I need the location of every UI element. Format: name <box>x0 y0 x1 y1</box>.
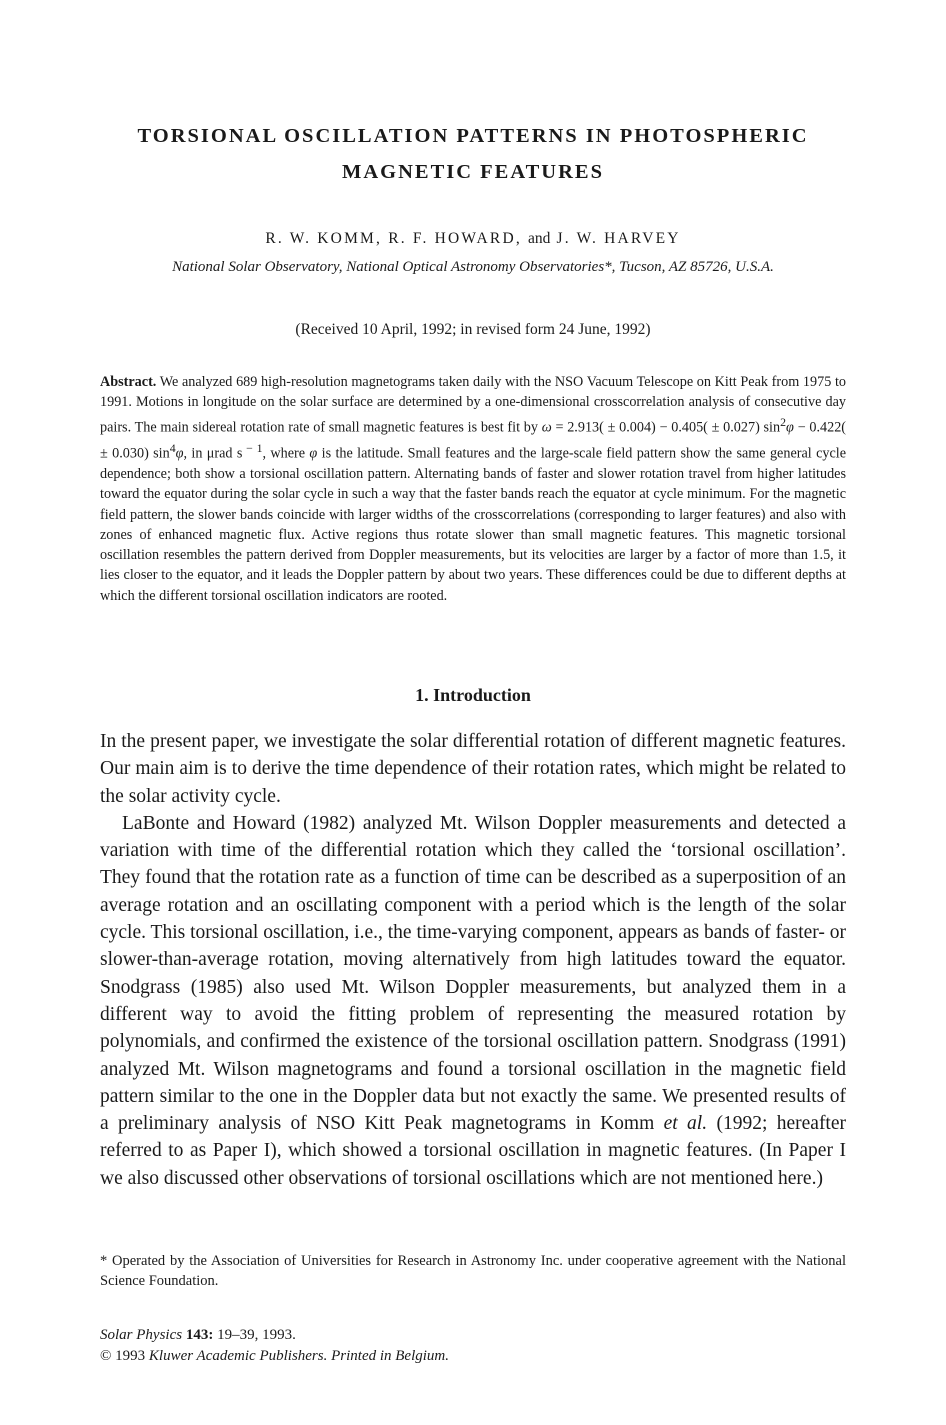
title-line-1: TORSIONAL OSCILLATION PATTERNS IN PHOTOSPHERIC <box>137 125 809 147</box>
paragraph-2 <box>100 810 846 1192</box>
superscript-4: 4 <box>169 441 176 456</box>
abstract-label: Abstract. <box>100 374 157 390</box>
abstract-text-4: , in μrad s <box>183 446 243 463</box>
journal-info <box>100 1325 846 1367</box>
authors-part-1: R. W. KOMM, R. F. HOWARD, <box>265 230 522 247</box>
abstract-text-1: We analyzed 689 high-resolution magnetograms taken daily with the NSO Vacuum Telescope on Kitt Peak from 1975 to 1991. Motions in longitude on the solar surface are determined by a one-dimensional crosscorrelation analysis of consecutive day pairs. The main sidereal rotation rate of small magnetic features is best fit by <box>100 374 846 437</box>
journal-name: Solar Physics <box>100 1327 183 1343</box>
citation-line <box>100 1325 846 1346</box>
copyright-text: © 1993 <box>100 1348 149 1364</box>
superscript-minus-1: − 1 <box>242 441 263 456</box>
received-dates: (Received 10 April, 1992; in revised form 24 June, 1992) <box>295 321 651 338</box>
journal-pages: 19–39, 1993. <box>213 1327 296 1343</box>
authors-and: and <box>528 230 551 247</box>
phi-symbol: φ <box>786 420 794 437</box>
section-body <box>100 728 846 1192</box>
paragraph-1: In the present paper, we investigate the solar differential rotation of different magnetic features. Our main aim is to derive the time dependence of their rotation rates, which might be related to the solar activity cycle. <box>100 731 846 807</box>
paragraph-2-text-a: LaBonte and Howard (1982) analyzed Mt. Wilson Doppler measurements and detected a variation with time of the differential rotation which they called the ‘torsional oscillation’. They found that the rotation rate as a function of time can be described as a superposition of an average rotation and an oscillating component with a period which is the length of the solar cycle. This torsional oscillation, i.e., the time-varying component, appears as bands of faster- or slower-than-average rotation, moving alternatively from high latitudes toward the equator. Snodgrass (1985) also used Mt. Wilson Doppler measurements, but analyzed them in a different way to avoid the fitting problem of representing the measured rotation by polynomials, and confirmed the existence of the torsional oscillation pattern. Snodgrass (1991) analyzed Mt. Wilson magnetograms and found a torsional oscillation in the magnetic field pattern similar to the one in the Doppler data but not exactly the same. We presented results of a preliminary analysis of NSO Kitt Peak magnetograms in Komm <box>100 812 846 1135</box>
abstract <box>100 372 846 606</box>
abstract-text-5: , where <box>262 446 310 463</box>
copyright-line <box>100 1346 846 1367</box>
affiliation: National Solar Observatory, National Optical Astronomy Observatories*, Tucson, AZ 85726, U.S.A. <box>172 259 774 275</box>
author-list <box>100 230 846 248</box>
paragraph-2-text-b: (1992; hereafter referred to as Paper I), which showed a torsional oscillation in magnetic features. (In Paper I we also discussed other observations of torsional oscillations which are not mentioned here.) <box>100 1113 846 1189</box>
abstract-text-6: is the latitude. Small features and the large-scale field pattern show the same general cycle dependence; both show a torsional oscillation pattern. Alternating bands of faster and slower rotation travel from higher latitudes toward the equator during the solar cycle in such a way that the faster bands reach the equator at cycle minimum. For the magnetic field pattern, the slower bands coincide with larger widths of the crosscorrelations (corresponding to larger features) and also with zones of enhanced magnetic flux. Active regions thus rotate slower than small magnetic features. This magnetic torsional oscillation resembles the pattern derived from Doppler measurements, but its velocities are larger by a factor of more than 1.5, it lies closer to the equator, and it leads the Doppler pattern by about two years. These differences could be due to different depths at which the different torsional oscillation indicators are rooted. <box>100 446 846 604</box>
title-line-2: MAGNETIC FEATURES <box>342 161 604 183</box>
publisher: Kluwer Academic Publishers. Printed in Belgium. <box>148 1348 450 1364</box>
abstract-text-3: − 0.422( ± 0.030) sin <box>100 420 847 463</box>
phi-symbol: φ <box>175 446 184 463</box>
journal-volume: 143: <box>185 1327 214 1343</box>
phi-symbol: φ <box>309 446 318 463</box>
section-heading: 1. Introduction <box>415 685 531 705</box>
superscript-2: 2 <box>780 415 787 430</box>
abstract-text-2: = 2.913( ± 0.004) − 0.405( ± 0.027) sin <box>551 420 781 437</box>
omega-symbol: ω <box>541 420 552 437</box>
et-al: et al. <box>663 1113 708 1135</box>
authors-part-2: J. W. HARVEY <box>556 230 681 247</box>
paper-title <box>100 118 846 190</box>
footnote: * Operated by the Association of Universities for Research in Astronomy Inc. under cooperative agreement with the National Science Foundation. <box>100 1253 846 1289</box>
